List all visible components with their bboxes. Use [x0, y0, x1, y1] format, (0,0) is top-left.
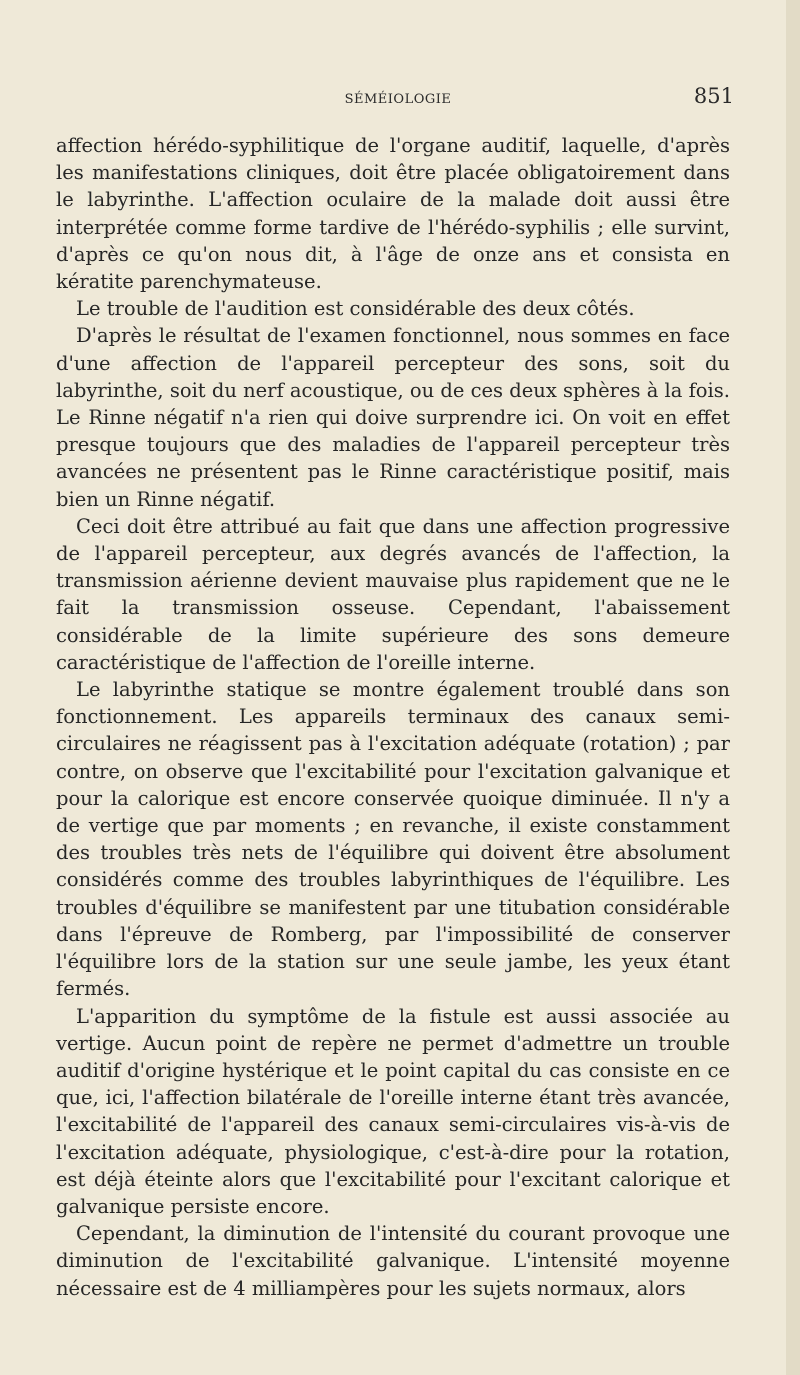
paragraph-intensite: Cependant, la diminution de l'intensité du courant provoque une diminution de l'excitabilité galvanique. L'intensité moyenne nécessaire est de 4 milliampères pour les sujets normaux, alors [56, 1222, 730, 1300]
running-head: SÉMÉIOLOGIE [344, 92, 452, 107]
body-text [56, 132, 730, 1302]
paragraph-labyrinthe-statique: Le labyrinthe statique se montre également troublé dans son fonctionnement. Les appareils terminaux des canaux semi-circulaires ne réagissent pas à l'excitation adéquate (rotation) ; par contre, on observe que l'excitabilité pour l'excitation galvanique et pour la calorique est encore conservée quoique diminuée. Il n'y a de vertige que par moments ; en revanche, il existe constamment des troubles très nets de l'équilibre qui doivent être absolument considérés comme des troubles labyrinthiques de l'équilibre. Les troubles d'équilibre se manifestent par une titubation considérable dans l'épreuve de Romberg, par l'impossibilité de conserver l'équilibre lors de la station sur une seule jambe, les yeux étant fermés. [56, 678, 730, 1001]
paragraph-fistule: L'apparition du symptôme de la fistule est aussi associée au vertige. Aucun point de repère ne permet d'admettre un trouble auditif d'origine hystérique et le point capital du cas consiste en ce que, ici, l'affection bilatérale de l'oreille interne étant très avancée, l'excitabilité de l'appareil des canaux semi-circulaires vis-à-vis de l'excitation adéquate, physiologique, c'est-à-dire pour la rotation, est déjà éteinte alors que l'excitabilité pour l'excitant calorique et galvanique persiste encore. [56, 1004, 730, 1218]
paragraph-audition: Le trouble de l'audition est considérable des deux côtés. [76, 297, 635, 321]
paragraph-examen: D'après le résultat de l'examen fonctionnel, nous sommes en face d'une affection de l'appareil percepteur des sons, soit du labyrinthe, soit du nerf acoustique, ou de ces deux sphères à la fois. Le Rinne négatif n'a rien qui doive surprendre ici. On voit en effet presque toujours que des maladies de l'appareil percepteur très avancées ne présentent pas le Rinne caractéristique positif, mais bien un Rinne négatif. [56, 324, 730, 511]
page-edge [786, 0, 800, 1375]
paragraph-continued: affection hérédo-syphilitique de l'organe auditif, laquelle, d'après les manifestations cliniques, doit être placée obligatoirement dans le labyrinthe. L'affection oculaire de la malade doit aussi être interprétée comme forme tardive de l'hérédo-syphilis ; elle survint, d'après ce qu'on nous dit, à l'âge de onze ans et consista en kératite parenchymateuse. [56, 134, 730, 294]
page-number: 851 [693, 84, 734, 108]
page-header [56, 84, 740, 116]
paragraph-transmission: Ceci doit être attribué au fait que dans une affection progressive de l'appareil percepteur, aux degrés avancés de l'affection, la transmission aérienne devient mauvaise plus rapidement que ne le fait la transmission osseuse. Cependant, l'abaissement considérable de la limite supérieure des sons demeure caractéristique de l'affection de l'oreille interne. [56, 514, 730, 674]
